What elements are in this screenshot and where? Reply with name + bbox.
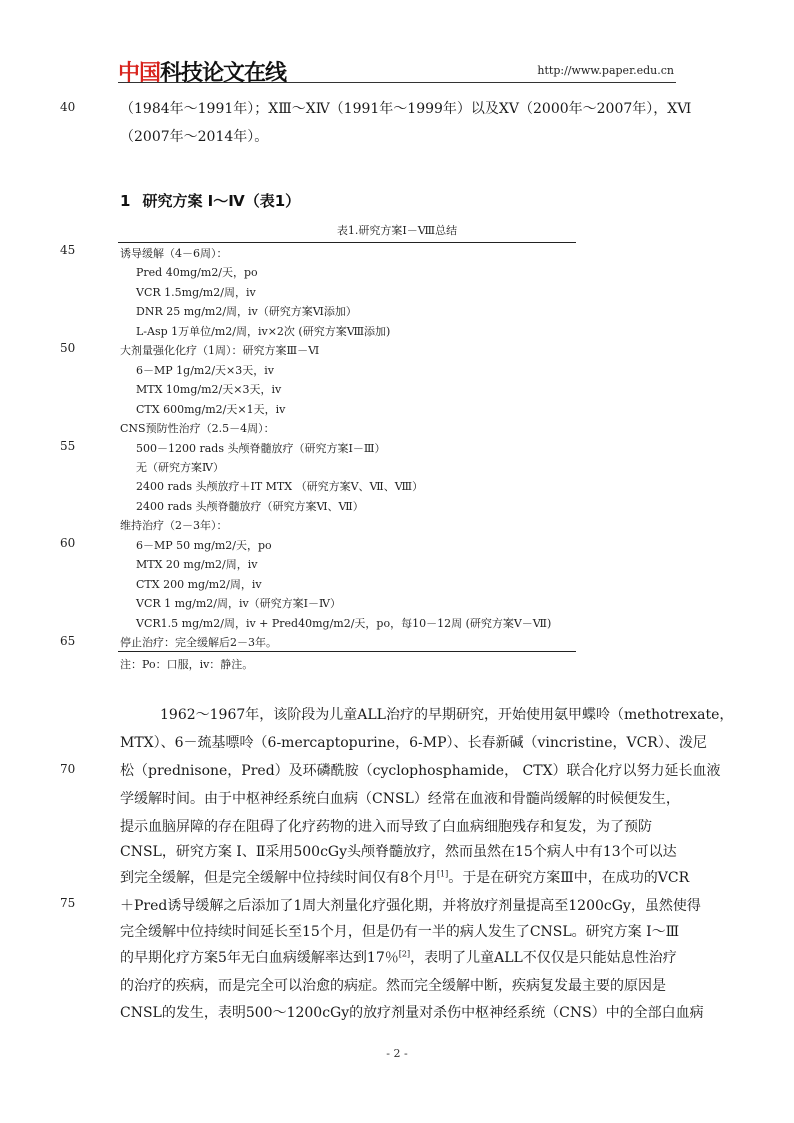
paragraph-line: 提示血脑屏障的存在阻碍了化疗药物的进入而导致了白血病细胞残存和复发，为了预防 [120, 819, 652, 835]
line-number: 65 [60, 634, 76, 648]
table-row: MTX 20 mg/m2/周，iv [136, 558, 258, 572]
table-bottom-rule [118, 651, 576, 652]
table-row: Pred 40mg/m2/天，po [136, 266, 258, 280]
table-row: 2400 rads 头颅放疗＋IT MTX （研究方案Ⅴ、Ⅶ、Ⅷ） [136, 480, 424, 494]
section-title-text: 研究方案 Ⅰ～Ⅳ（表1） [142, 192, 301, 210]
table-row: 6－MP 50 mg/m2/天，po [136, 538, 272, 552]
table-row: VCR 1 mg/m2/周，iv（研究方案Ⅰ－Ⅳ） [136, 597, 342, 611]
table-row: 停止治疗：完全缓解后2－3年。 [120, 636, 277, 649]
table-row: VCR 1.5mg/m2/周，iv [136, 285, 256, 299]
header-url[interactable]: http://www.paper.edu.cn [537, 64, 674, 77]
table-row: 2400 rads 头颅脊髓放疗（研究方案Ⅵ、Ⅶ） [136, 499, 364, 513]
table-row: DNR 25 mg/m2/周，iv（研究方案Ⅵ添加） [136, 305, 357, 319]
table-note: 注：Po：口服，iv：静注。 [120, 658, 254, 671]
paragraph-line: CNSL的发生，表明500～1200cGy的放疗剂量对杀伤中枢神经系统（CNS）中的全部白血病 [120, 1005, 704, 1021]
citation-ref[interactable]: [2] [398, 949, 411, 959]
paragraph-text: 。于是在研究方案Ⅲ中，在成功的VCR [448, 870, 690, 886]
paragraph-line: CNSL，研究方案 Ⅰ、Ⅱ采用500cGy头颅脊髓放疗，然而虽然在15个病人中有13个可以达 [120, 844, 677, 860]
line-number: 45 [60, 243, 76, 257]
paragraph-line: MTX）、6－巯基嘌呤（6-mercaptopurine，6-MP）、长春新碱（vincristine，VCR）、泼尼 [120, 735, 707, 751]
intro-line-2: （2007年～2014年）。 [120, 129, 269, 145]
paragraph-text: 到完全缓解，但是完全缓解中位持续时间仅有8个月 [120, 870, 437, 886]
table-top-rule [118, 242, 576, 243]
intro-line-1: （1984年～1991年）；ⅩⅢ～ⅩⅣ（1991年～1999年）以及ⅩⅤ（2000年～2007年），ⅩⅥ [120, 101, 692, 117]
paragraph-line: 完全缓解中位持续时间延长至15个月，但是仍有一半的病人发生了CNSL。研究方案 Ⅰ～Ⅲ [120, 924, 680, 940]
table-row: L-Asp 1万单位/m2/周，iv×2次 (研究方案Ⅷ添加) [136, 324, 391, 338]
section-heading [120, 190, 300, 211]
line-number: 55 [60, 439, 76, 453]
table-caption: 表1.研究方案Ⅰ－Ⅷ总结 [336, 224, 458, 237]
table-row: VCR1.5 mg/m2/周，iv + Pred40mg/m2/天，po，每10－12周 (研究方案Ⅴ－Ⅶ) [136, 616, 552, 630]
line-number: 75 [60, 896, 76, 910]
section-number: 1 [120, 192, 131, 210]
page-number: - 2 - [386, 1047, 408, 1060]
logo-black-text: 科技论文在线 [160, 61, 287, 86]
paragraph-line: 的治疗的疾病，而是完全可以治愈的病症。然而完全缓解中断，疾病复发最主要的原因是 [120, 978, 666, 994]
table-row: CTX 200 mg/m2/周，iv [136, 577, 262, 591]
logo-red-text: 中国 [118, 61, 161, 86]
table-row: 500－1200 rads 头颅脊髓放疗（研究方案Ⅰ－Ⅲ） [136, 441, 386, 455]
table-row: MTX 10mg/m2/天×3天，iv [136, 383, 282, 397]
header-rule [118, 82, 676, 83]
line-number: 70 [60, 762, 76, 776]
paragraph-line: 1962～1967年，该阶段为儿童ALL治疗的早期研究，开始使用氨甲蝶呤（methotrexate， [160, 707, 734, 723]
paragraph-line: 松（prednisone，Pred）及环磷酰胺（cyclophosphamide， CTX）联合化疗以努力延长血液 [120, 763, 721, 779]
table-row: 无（研究方案Ⅳ） [136, 460, 224, 474]
table-row: 维持治疗（2－3年）： [120, 519, 228, 533]
paragraph-text: 的早期化疗方案5年无白血病缓解率达到17％ [120, 950, 399, 966]
paragraph-line [120, 867, 690, 887]
table-row: 6－MP 1g/m2/天×3天，iv [136, 363, 274, 377]
line-number: 50 [60, 341, 76, 355]
citation-ref[interactable]: [1] [436, 869, 449, 879]
table-row: 大剂量强化化疗（1周）：研究方案Ⅲ－Ⅵ [120, 344, 320, 358]
line-number: 40 [60, 100, 76, 114]
paragraph-line: ＋Pred诱导缓解之后添加了1周大剂量化疗强化期，并将放疗剂量提高至1200cGy，虽然使得 [120, 898, 701, 914]
paragraph-line [120, 947, 675, 967]
paragraph-line: 学缓解时间。由于中枢神经系统白血病（CNSL）经常在血液和骨髓尚缓解的时候便发生， [120, 791, 680, 807]
table-row: 诱导缓解（4－6周）： [120, 247, 228, 260]
line-number: 60 [60, 536, 76, 550]
paragraph-text: ，表明了儿童ALL不仅仅是只能姑息性治疗 [410, 950, 677, 966]
table-row: CNS预防性治疗（2.5－4周）： [120, 422, 275, 435]
table-row: CTX 600mg/m2/天×1天，iv [136, 402, 286, 416]
